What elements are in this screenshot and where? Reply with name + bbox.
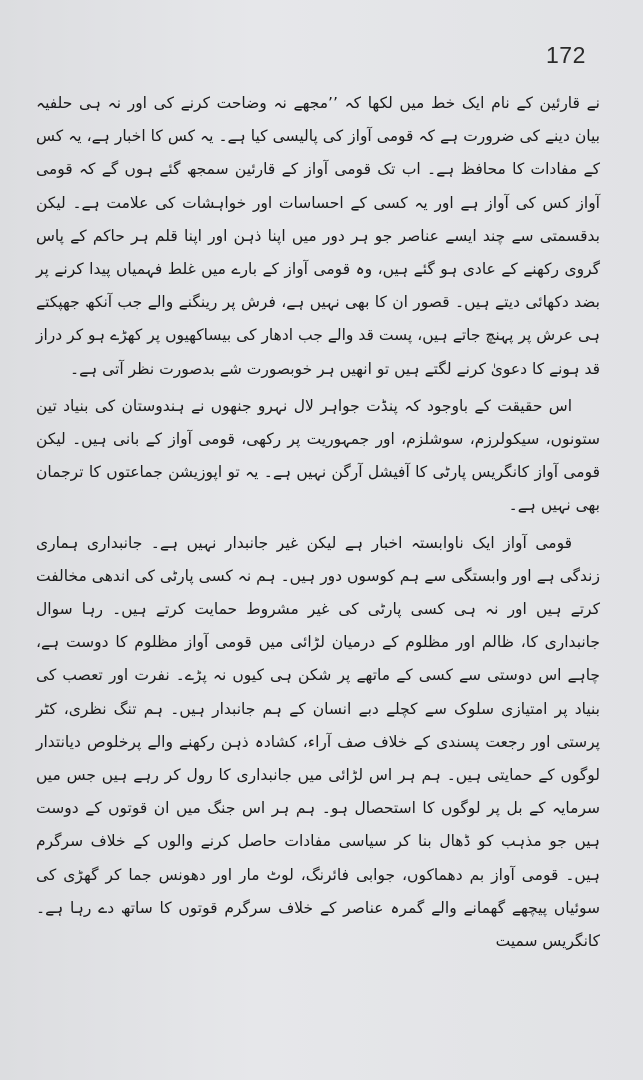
paragraph-3: قومی آواز ایک ناوابستہ اخبار ہے لیکن غیر جانبدار نہیں ہے۔ جانبداری ہماری زندگی ہے اور وابستگی سے ہم کوسوں دور ہیں۔ ہم نہ کسی پارٹی کی اندھی مخالفت کرتے ہیں اور نہ ہی کسی پارٹی کی غیر مشروط حمایت کرتے ہیں۔ رہا سوال جانبداری کا، ظالم اور مظلوم کے درمیان لڑائی میں قومی آواز مظلوم کا دوست ہے، چاہے اس دوستی سے کسی کے ماتھے پر شکن ہی کیوں نہ پڑے۔ نفرت اور تعصب کی بنیاد پر امتیازی سلوک سے کچلے دبے انسان کے ہم جانبدار ہیں۔ ہم تنگ نظری، کٹر پرستی اور رجعت پسندی کے خلاف صف آراء، کشادہ ذہن رکھنے والے پرخلوص دیانتدار لوگوں کے حمایتی ہیں۔ ہم ہر اس لڑائی میں جانبداری کا رول کر رہے ہیں جس میں سرمایہ کے بل پر لوگوں کا استحصال ہو۔ ہم ہر اس جنگ میں ان قوتوں کے دوست ہیں جو مذہب کو ڈھال بنا کر سیاسی مفادات حاصل کرنے والوں کے خلاف سرگرم ہیں۔ قومی آواز بم دھماکوں، جوابی فائرنگ، لوٹ مار اور دھونس جما کر گھڑی کی سوئیاں پیچھے گھمانے والے گمرہ عناصر کے خلاف سرگرم قوتوں کا ساتھ دے رہا ہے۔ کانگریس سمیت (36, 533, 600, 951)
paragraph-2: اس حقیقت کے باوجود کہ پنڈت جواہر لال نہرو جنھوں نے ہندوستان کی بنیاد تین ستونوں، سیکولرزم، سوشلزم، اور جمہوریت پر رکھی، قومی آواز کے بانی ہیں۔ لیکن قومی آواز کانگریس پارٹی کا آفیشل آرگن نہیں ہے۔ یہ تو اپوزیشن جماعتوں کا ترجمان بھی نہیں ہے۔ (36, 396, 600, 515)
page-number: 172 (546, 42, 586, 68)
page-body (36, 87, 600, 958)
paragraph-1: نے قارئین کے نام ایک خط میں لکھا کہ ’’مجھے نہ وضاحت کرنے کی اور نہ ہی حلفیہ بیان دینے کی ضرورت ہے کہ قومی آواز کی پالیسی کیا ہے۔ یہ کس کا اخبار ہے، یہ کس کے مفادات کا محافظ ہے۔ اب تک قومی آواز کے قارئین سمجھ گئے ہوں گے کہ قومی آواز کس کی آواز ہے اور یہ کسی کے احساسات اور خواہشات کی علامت ہے۔ لیکن بدقسمتی سے چند ایسے عناصر جو ہر دور میں اپنا ذہن اور اپنا قلم ہر حاکم کے پاس گروی رکھنے کے عادی ہو گئے ہیں، وہ قومی آواز کے بارے میں غلط فہمیاں پیدا کرنے پر بضد دکھائی دیتے ہیں۔ قصور ان کا بھی نہیں ہے، فرش پر رینگنے والے جب آنکھ جھپکتے ہی عرش پر پہنچ جاتے ہیں، پست قد والے جب ادھار کی بیساکھیوں پر کھڑے ہو کر دراز قد ہونے کا دعویٰ کرنے لگتے ہیں تو انھیں ہر خوبصورت شے بدصورت نظر آتی ہے۔ (36, 94, 600, 378)
